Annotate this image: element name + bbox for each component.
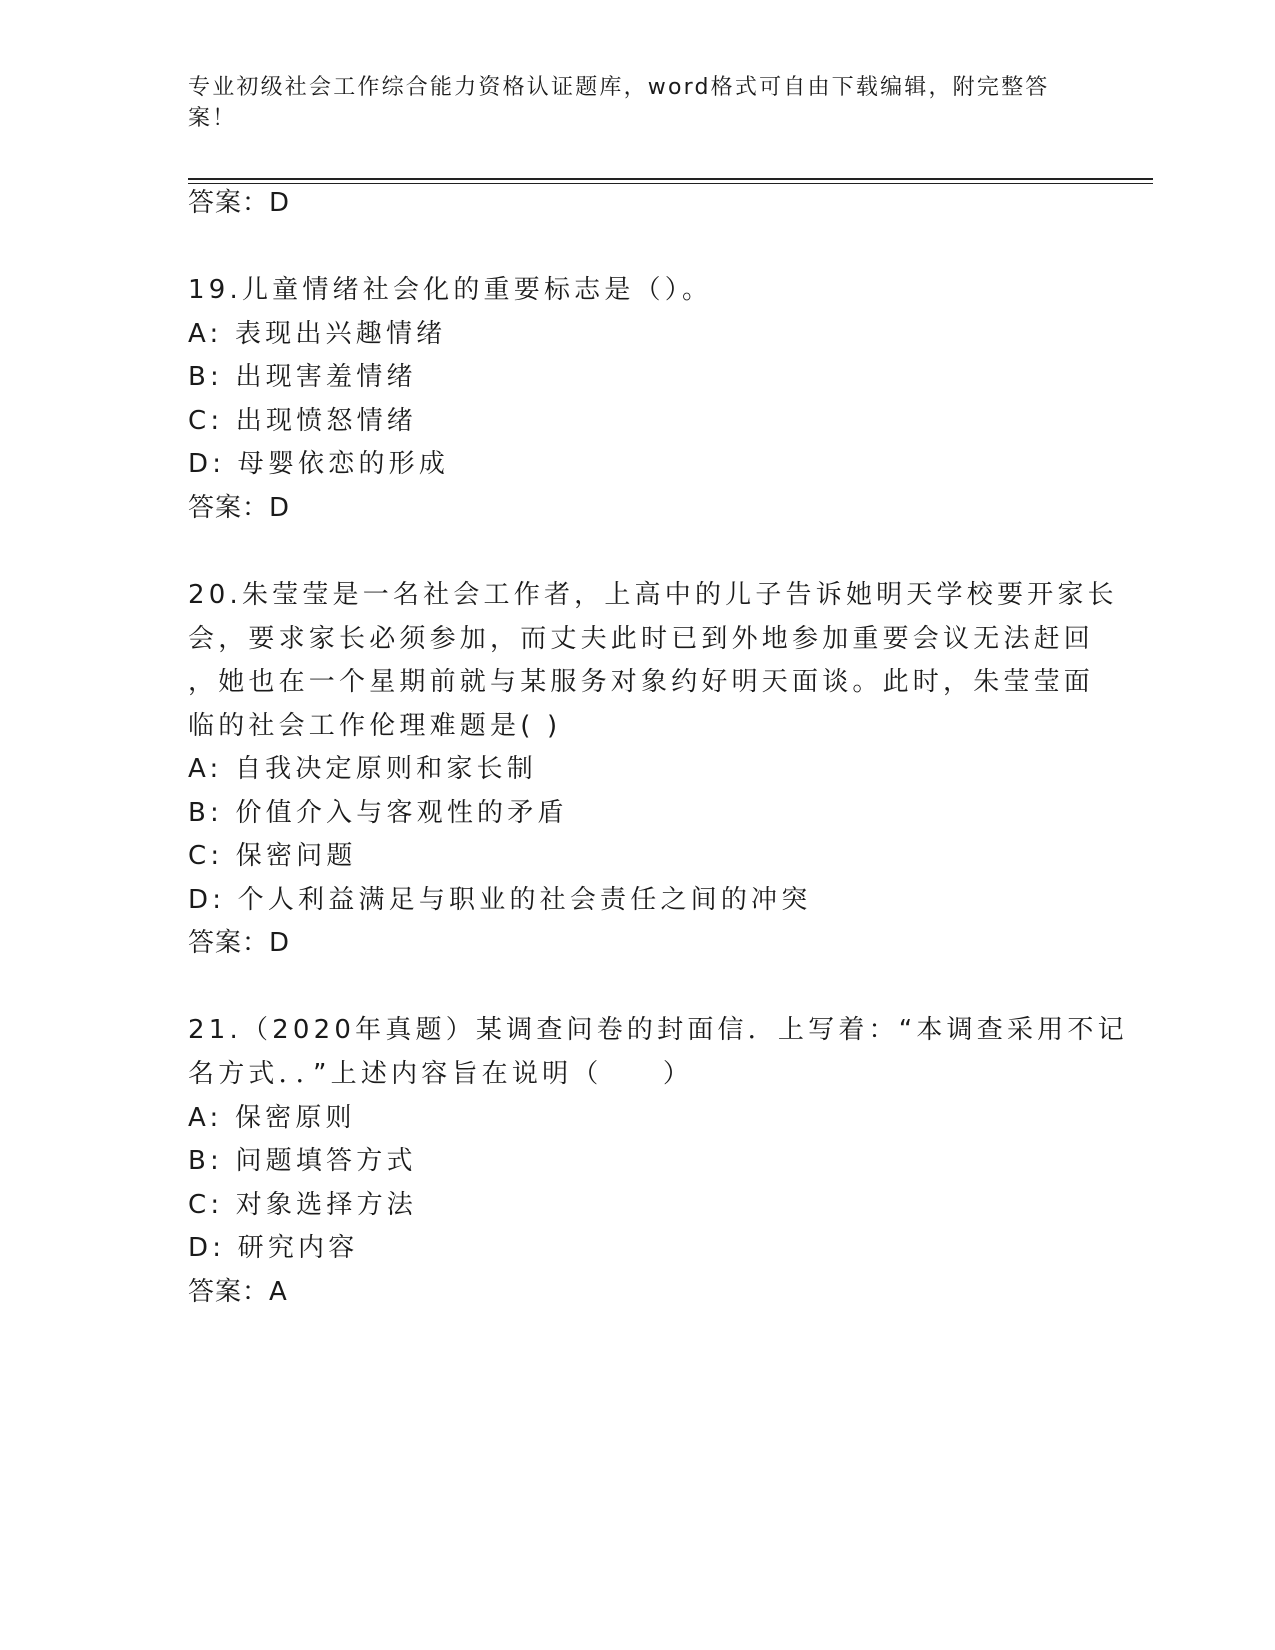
option-a: A: 保密原则: [188, 1103, 356, 1133]
option-d: D: 研究内容: [188, 1233, 359, 1263]
answer-prev: 答案：D: [188, 188, 291, 218]
question-stem-line-3: ，她也在一个星期前就与某服务对象约好明天面谈。此时，朱莹莹面: [188, 667, 1095, 697]
answer: 答案：D: [188, 493, 291, 523]
question-stem-line-2: 名方式．．”上述内容旨在说明（ ）: [188, 1059, 694, 1089]
header-line-2: 案！: [188, 106, 237, 131]
document-header: [188, 72, 1068, 134]
header-line-1: 专业初级社会工作综合能力资格认证题库，word格式可自由下载编辑，附完整答: [188, 75, 1050, 100]
question-stem: 19.儿童情绪社会化的重要标志是（）。: [188, 275, 713, 305]
answer: 答案：A: [188, 1277, 288, 1307]
option-a: A: 表现出兴趣情绪: [188, 319, 447, 349]
header-rule-thin: [188, 183, 1153, 184]
option-a: A: 自我决定原则和家长制: [188, 754, 537, 784]
option-c: C: 保密问题: [188, 841, 357, 871]
question-stem-line-2: 会，要求家长必须参加，而丈夫此时已到外地参加重要会议无法赶回: [188, 624, 1095, 654]
option-d: D: 母婴依恋的形成: [188, 449, 450, 479]
question-stem-line-1: 20.朱莹莹是一名社会工作者，上高中的儿子告诉她明天学校要开家长: [188, 580, 1118, 610]
option-c: C: 对象选择方法: [188, 1190, 417, 1220]
option-d: D: 个人利益满足与职业的社会责任之间的冲突: [188, 885, 812, 915]
option-c: C: 出现愤怒情绪: [188, 406, 417, 436]
option-b: B: 价值介入与客观性的矛盾: [188, 798, 568, 828]
header-rule-thick: [188, 178, 1153, 180]
answer: 答案：D: [188, 928, 291, 958]
option-b: B: 问题填答方式: [188, 1146, 417, 1176]
option-b: B: 出现害羞情绪: [188, 362, 417, 392]
question-stem-line-4: 临的社会工作伦理难题是( ): [188, 711, 562, 741]
question-stem-line-1: 21.（2020年真题）某调查问卷的封面信．上写着：“本调查采用不记: [188, 1015, 1128, 1045]
